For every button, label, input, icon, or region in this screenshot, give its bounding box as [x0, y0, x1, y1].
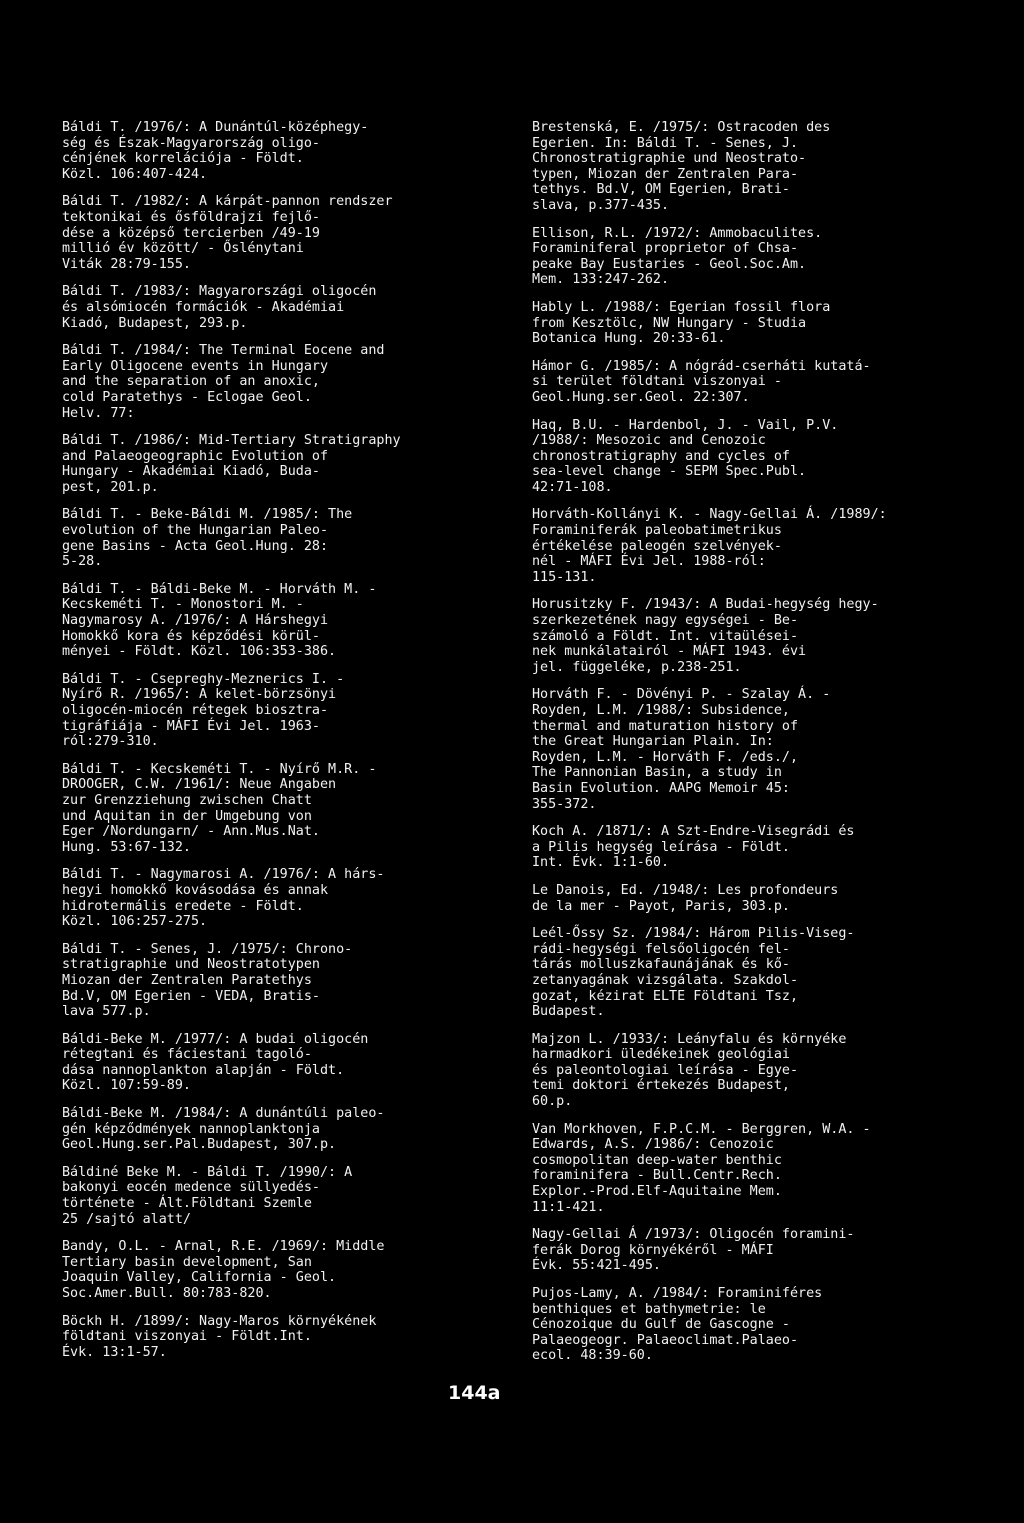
reference-line: 115-131.: [532, 569, 597, 585]
reference-line: Hámor G. /1985/: A nógrád-cserháti kutatá-: [532, 358, 871, 374]
reference-line: Royden, L.M. /1988/: Subsidence,: [532, 703, 790, 718]
reference-entry: [532, 120, 1002, 214]
reference-line: Palaeogeogr. Palaeoclimat.Palaeo-: [532, 1332, 799, 1348]
left-column: [62, 120, 492, 1372]
reference-line: zur Grenzziehung zwischen Chatt: [62, 792, 312, 808]
reference-entry: [532, 824, 1002, 871]
reference-line: Geol.Hung.ser.Geol. 22:307.: [532, 389, 750, 405]
reference-line: Eger /Nordungarn/ - Ann.Mus.Nat.: [62, 824, 320, 840]
reference-line: Geol.Hung.ser.Pal.Budapest, 307.p.: [62, 1137, 337, 1153]
reference-entry: [532, 1122, 1002, 1216]
reference-line: Homokkő kora és képződési körül-: [62, 628, 320, 644]
reference-line: Közl. 106:407-424.: [62, 166, 208, 182]
reference-line: slava, p.377-435.: [532, 197, 670, 213]
reference-line: ról:279-310.: [62, 734, 159, 750]
reference-line: Chronostratigraphie und Neostrato-: [532, 151, 807, 167]
reference-line: gene Basins - Acta Geol.Hung. 28:: [62, 538, 329, 554]
reference-line: Báldi T. - Báldi-Beke M. - Horváth M. -: [62, 581, 377, 597]
reference-line: Báldi T. /1976/: A Dunántúl-középhegy-: [62, 120, 369, 135]
reference-line: hidrotermális eredete - Földt.: [62, 898, 304, 914]
reference-line: 60.p.: [532, 1094, 573, 1110]
reference-line: millió év között/ - Őslénytani: [62, 241, 304, 257]
reference-line: Tertiary basin development, San: [62, 1254, 312, 1270]
reference-line: cold Paratethys - Eclogae Geol.: [62, 389, 312, 405]
reference-line: Foraminiferal proprietor of Chsa-: [532, 241, 799, 257]
reference-entry: [532, 359, 1002, 406]
reference-line: 25 /sajtó alatt/: [62, 1211, 191, 1227]
reference-line: Kiadó, Budapest, 293.p.: [62, 315, 248, 331]
reference-line: Nagy-Gellai Á /1973/: Oligocén foramini-: [532, 1227, 855, 1243]
reference-entry: [62, 120, 492, 182]
reference-entry: [532, 507, 1002, 585]
reference-line: und Aquitan in der Umgebung von: [62, 808, 312, 824]
reference-line: 5-28.: [62, 554, 103, 570]
reference-line: harmadkori üledékeinek geológiai: [532, 1047, 790, 1063]
reference-line: Hungary - Akadémiai Kiadó, Buda-: [62, 464, 320, 480]
reference-line: Le Danois, Ed. /1948/: Les profondeurs: [532, 882, 839, 898]
reference-line: si terület földtani viszonyai -: [532, 374, 782, 390]
reference-line: Báldi T. /1986/: Mid-Tertiary Stratigraphy: [62, 433, 401, 449]
reference-line: tárás molluszkafaunájának és kő-: [532, 957, 790, 973]
reference-line: értékelése paleogén szelvények-: [532, 538, 782, 554]
reference-line: Basin Evolution. AAPG Memoir 45:: [532, 780, 790, 796]
reference-line: cénjének korrelációja - Földt.: [62, 151, 304, 167]
reference-line: Royden, L.M. - Horváth F. /eds./,: [532, 749, 799, 765]
reference-entry: [62, 1165, 492, 1227]
reference-line: gén képződmények nannoplanktonja: [62, 1121, 320, 1137]
reference-line: Hung. 53:67-132.: [62, 839, 191, 855]
reference-line: Early Oligocene events in Hungary: [62, 358, 329, 374]
reference-entry: [532, 1286, 1002, 1364]
reference-line: rádi-hegységi felsőoligocén fel-: [532, 941, 790, 957]
reference-line: Budapest.: [532, 1004, 605, 1020]
reference-line: zetanyagának vizsgálata. Szakdol-: [532, 972, 799, 988]
reference-line: Ellison, R.L. /1972/: Ammobaculites.: [532, 225, 823, 241]
reference-line: The Pannonian Basin, a study in: [532, 765, 782, 781]
reference-line: Báldi T. - Beke-Báldi M. /1985/: The: [62, 507, 353, 523]
reference-entry: [532, 1032, 1002, 1110]
reference-line: számoló a Földt. Int. vitaülései-: [532, 628, 799, 644]
reference-entry: [62, 1032, 492, 1094]
reference-entry: [62, 1314, 492, 1361]
reference-line: Koch A. /1871/: A Szt-Endre-Visegrádi és: [532, 824, 855, 840]
reference-line: chronostratigraphy and cycles of: [532, 448, 790, 464]
reference-line: Cénozoique du Gulf de Gascogne -: [532, 1317, 790, 1333]
reference-line: 11:1-421.: [532, 1199, 605, 1215]
reference-line: Báldi-Beke M. /1977/: A budai oligocén: [62, 1031, 369, 1047]
reference-line: Közl. 107:59-89.: [62, 1078, 191, 1094]
reference-line: evolution of the Hungarian Paleo-: [62, 523, 329, 539]
reference-line: Botanica Hung. 20:33-61.: [532, 331, 726, 347]
reference-line: bakonyi eocén medence süllyedés-: [62, 1180, 320, 1196]
reference-line: Évk. 55:421-495.: [532, 1258, 661, 1274]
reference-line: Báldi T. - Nagymarosi A. /1976/: A hárs-: [62, 867, 385, 883]
reference-line: DROOGER, C.W. /1961/: Neue Angaben: [62, 777, 337, 793]
reference-entry: [62, 507, 492, 569]
reference-entry: [532, 418, 1002, 496]
reference-line: Brestenská, E. /1975/: Ostracoden des: [532, 120, 831, 135]
reference-line: Majzon L. /1933/: Leányfalu és környéke: [532, 1031, 847, 1047]
reference-line: Leél-Őssy Sz. /1984/: Három Pilis-Viseg-: [532, 926, 855, 942]
reference-entry: [62, 672, 492, 750]
reference-line: foraminifera - Bull.Centr.Rech.: [532, 1168, 782, 1184]
reference-entry: [62, 1239, 492, 1301]
reference-line: tethys. Bd.V, OM Egerien, Brati-: [532, 182, 790, 198]
reference-line: dása nannoplankton alapján - Földt.: [62, 1062, 345, 1078]
reference-entry: [532, 597, 1002, 675]
reference-line: Nagymarosy A. /1976/: A Hárshegyi: [62, 613, 329, 629]
reference-line: Explor.-Prod.Elf-Aquitaine Mem.: [532, 1184, 782, 1200]
reference-line: Báldiné Beke M. - Báldi T. /1990/: A: [62, 1164, 353, 1180]
reference-line: Soc.Amer.Bull. 80:783-820.: [62, 1286, 272, 1301]
reference-line: lava 577.p.: [62, 1004, 151, 1020]
reference-line: 42:71-108.: [532, 479, 613, 495]
reference-line: nél - MÁFI Évi Jel. 1988-ról:: [532, 554, 766, 570]
page-number: 144a: [448, 1382, 501, 1404]
reference-line: oligocén-miocén rétegek biosztra-: [62, 703, 329, 718]
reference-line: stratigraphie und Neostratotypen: [62, 957, 320, 973]
reference-line: Foraminiferák paleobatimetrikus: [532, 523, 782, 539]
reference-line: Böckh H. /1899/: Nagy-Maros környékének: [62, 1313, 377, 1329]
reference-line: Horusitzky F. /1943/: A Budai-hegység hegy-: [532, 597, 879, 613]
reference-line: ecol. 48:39-60.: [532, 1348, 653, 1364]
reference-line: /1988/: Mesozoic and Cenozoic: [532, 433, 766, 449]
reference-line: and the separation of an anoxic,: [62, 374, 320, 390]
reference-line: de la mer - Payot, Paris, 303.p.: [532, 898, 790, 914]
reference-line: thermal and maturation history of: [532, 718, 799, 734]
reference-line: temi doktori értekezés Budapest,: [532, 1078, 790, 1094]
reference-line: és paleontologiai leírása - Egye-: [532, 1062, 799, 1078]
reference-line: Közl. 106:257-275.: [62, 914, 208, 930]
reference-line: typen, Miozan der Zentralen Para-: [532, 166, 799, 182]
reference-line: a Pilis hegység leírása - Földt.: [532, 839, 790, 855]
reference-entry: [532, 883, 1002, 914]
reference-entry: [62, 1106, 492, 1153]
reference-line: Báldi T. - Kecskeméti T. - Nyírő M.R. -: [62, 761, 377, 777]
reference-line: Báldi T. - Senes, J. /1975/: Chrono-: [62, 941, 353, 957]
reference-line: története - Ált.Földtani Szemle: [62, 1196, 312, 1212]
reference-line: from Kesztölc, NW Hungary - Studia: [532, 315, 807, 331]
reference-line: Báldi T. /1983/: Magyarországi oligocén: [62, 284, 377, 300]
reference-entry: [62, 582, 492, 660]
reference-entry: [62, 942, 492, 1020]
reference-line: szerkezetének nagy egységei - Be-: [532, 613, 799, 629]
reference-line: 355-372.: [532, 796, 597, 812]
reference-line: Helv. 77:: [62, 405, 135, 421]
reference-line: nek munkálatairól - MÁFI 1943. évi: [532, 644, 807, 660]
reference-entry: [62, 433, 492, 495]
reference-line: Évk. 13:1-57.: [62, 1344, 167, 1360]
reference-entry: [532, 1227, 1002, 1274]
reference-line: Mem. 133:247-262.: [532, 272, 670, 288]
reference-line: ség és Észak-Magyarország oligo-: [62, 135, 320, 151]
reference-line: Joaquin Valley, California - Geol.: [62, 1270, 337, 1286]
reference-line: ferák Dorog környékéről - MÁFI: [532, 1242, 774, 1258]
reference-line: Viták 28:79-155.: [62, 256, 191, 272]
reference-line: Báldi-Beke M. /1984/: A dunántúli paleo-: [62, 1106, 385, 1122]
reference-entry: [62, 762, 492, 856]
reference-entry: [532, 226, 1002, 288]
reference-entry: [532, 687, 1002, 812]
reference-line: peake Bay Eustaries - Geol.Soc.Am.: [532, 256, 807, 272]
reference-line: pest, 201.p.: [62, 479, 159, 495]
reference-entry: [62, 343, 492, 421]
reference-entry: [62, 867, 492, 929]
reference-line: Pujos-Lamy, A. /1984/: Foraminiféres: [532, 1286, 823, 1301]
reference-line: jel. függeléke, p.238-251.: [532, 659, 742, 675]
reference-line: hegyi homokkő kovásodása és annak: [62, 882, 329, 898]
reference-line: Edwards, A.S. /1986/: Cenozoic: [532, 1137, 774, 1153]
reference-line: Miozan der Zentralen Paratethys: [62, 972, 312, 988]
reference-line: gozat, kézirat ELTE Földtani Tsz,: [532, 988, 799, 1004]
reference-line: földtani viszonyai - Földt.Int.: [62, 1329, 312, 1345]
reference-line: Báldi T. /1984/: The Terminal Eocene and: [62, 343, 385, 359]
reference-line: tektonikai és ősföldrajzi fejlő-: [62, 209, 320, 225]
reference-line: Int. Évk. 1:1-60.: [532, 855, 670, 871]
reference-line: sea-level change - SEPM Spec.Publ.: [532, 464, 807, 480]
reference-entry: [532, 300, 1002, 347]
reference-line: Horváth-Kollányi K. - Nagy-Gellai Á. /1989/:: [532, 507, 887, 523]
reference-line: Haq, B.U. - Hardenbol, J. - Vail, P.V.: [532, 417, 839, 433]
reference-line: benthiques et bathymetrie: le: [532, 1301, 766, 1317]
reference-entry: [62, 194, 492, 272]
reference-line: Hably L. /1988/: Egerian fossil flora: [532, 299, 831, 315]
reference-line: Bandy, O.L. - Arnal, R.E. /1969/: Middle: [62, 1239, 385, 1255]
reference-line: rétegtani és fáciestani tagoló-: [62, 1047, 312, 1063]
reference-line: Báldi T. - Csepreghy-Meznerics I. -: [62, 671, 345, 687]
reference-line: Kecskeméti T. - Monostori M. -: [62, 597, 304, 613]
reference-line: Van Morkhoven, F.P.C.M. - Berggren, W.A. -: [532, 1121, 871, 1137]
reference-line: tigráfiája - MÁFI Évi Jel. 1963-: [62, 718, 320, 734]
reference-line: Báldi T. /1982/: A kárpát-pannon rendszer: [62, 194, 393, 210]
reference-entry: [62, 284, 492, 331]
right-column: [532, 120, 1002, 1376]
reference-line: Nyírő R. /1965/: A kelet-börzsönyi: [62, 687, 337, 703]
reference-line: dése a középső tercierben /49-19: [62, 225, 320, 241]
reference-line: és alsómiocén formációk - Akadémiai: [62, 299, 345, 315]
reference-line: ményei - Földt. Közl. 106:353-386.: [62, 644, 337, 660]
reference-line: cosmopolitan deep-water benthic: [532, 1152, 782, 1168]
reference-line: Horváth F. - Dövényi P. - Szalay Á. -: [532, 687, 831, 703]
reference-line: Egerien. In: Báldi T. - Senes, J.: [532, 135, 799, 151]
reference-line: and Palaeogeographic Evolution of: [62, 448, 329, 464]
reference-entry: [532, 926, 1002, 1020]
reference-line: Bd.V, OM Egerien - VEDA, Bratis-: [62, 988, 320, 1004]
reference-line: the Great Hungarian Plain. In:: [532, 734, 774, 750]
